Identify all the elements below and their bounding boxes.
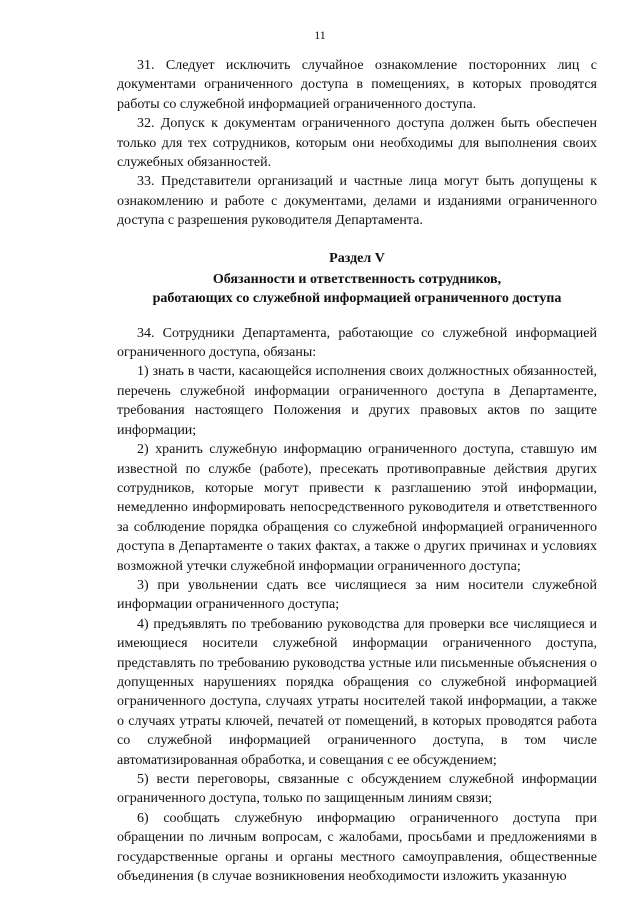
section-header: [117, 249, 597, 308]
list-item-2: 2) хранить служебную информацию ограниченного доступа, ставшую им известной по службе (работе), пресекать противоправные действия других сотрудников, которые могут привести к разглашению этой информации, немедленно информировать непосредственного руководителя и ответственного за соблюдение порядка обращения со служебной информацией ограниченного доступа в Департаменте о таких фактах, а также о других причинах и условиях возможной утечки служебной информации ограниченного доступа;: [117, 442, 597, 574]
list-item-6: 6) сообщать служебную информацию ограниченного доступа при обращении по личным вопросам, с жалобами, просьбами и предложениями в государственные органы и органы местного самоуправления, общественные объединения (в случае возникновения необходимости изложить указанную: [117, 810, 597, 885]
section-title-line-1: Обязанности и ответственность сотрудников,: [212, 271, 502, 287]
document-body: [117, 56, 597, 886]
paragraph-31: 31. Следует исключить случайное ознакомление посторонних лиц с документами ограниченного доступа в помещениях, в которых проводятся работы со служебной информацией ограниченного доступа.: [117, 58, 597, 112]
list-item-5: 5) вести переговоры, связанные с обсуждением служебной информации ограниченного доступа, только по защищенным линиям связи;: [117, 772, 597, 807]
list-item-1: 1) знать в части, касающейся исполнения своих должностных обязанностей, перечень служебной информации ограниченного доступа в Департаменте, требования настоящего Положения и других правовых актов по защите информации;: [117, 364, 597, 438]
paragraph-32: 32. Допуск к документам ограниченного доступа должен быть обеспечен только для тех сотрудников, которым они необходимы для выполнения своих служебных обязанностей.: [117, 116, 597, 171]
list-item-4: 4) предъявлять по требованию руководства для проверки все числящиеся и имеющиеся носители служебной информации ограниченного доступа, представлять по требованию руководства устные или письменные объяснения о допущенных нарушениях порядка обращения со служебной информацией ограниченного доступа, случаях утраты носителей такой информации, а также о случаях утраты ключей, печатей от помещений, в которых проводятся работа со служебной информацией ограниченного доступа, в том числе автоматизированная обработка, и совещания с ее обсуждением;: [117, 616, 597, 768]
paragraph-34: 34. Сотрудники Департамента, работающие со служебной информацией ограниченного доступа, обязаны:: [117, 325, 597, 361]
paragraph-33: 33. Представители организаций и частные лица могут быть допущены к ознакомлению и работе с документами, делами и изданиями ограниченного доступа с разрешения руководителя Департамента.: [117, 174, 597, 229]
section-title-line-2: работающих со служебной информацией ограниченного доступа: [152, 290, 562, 306]
section-heading: Раздел V: [329, 250, 385, 266]
page-number: 11: [314, 28, 326, 42]
list-item-3: 3) при увольнении сдать все числящиеся за ним носители служебной информации ограниченного доступа;: [117, 577, 597, 613]
